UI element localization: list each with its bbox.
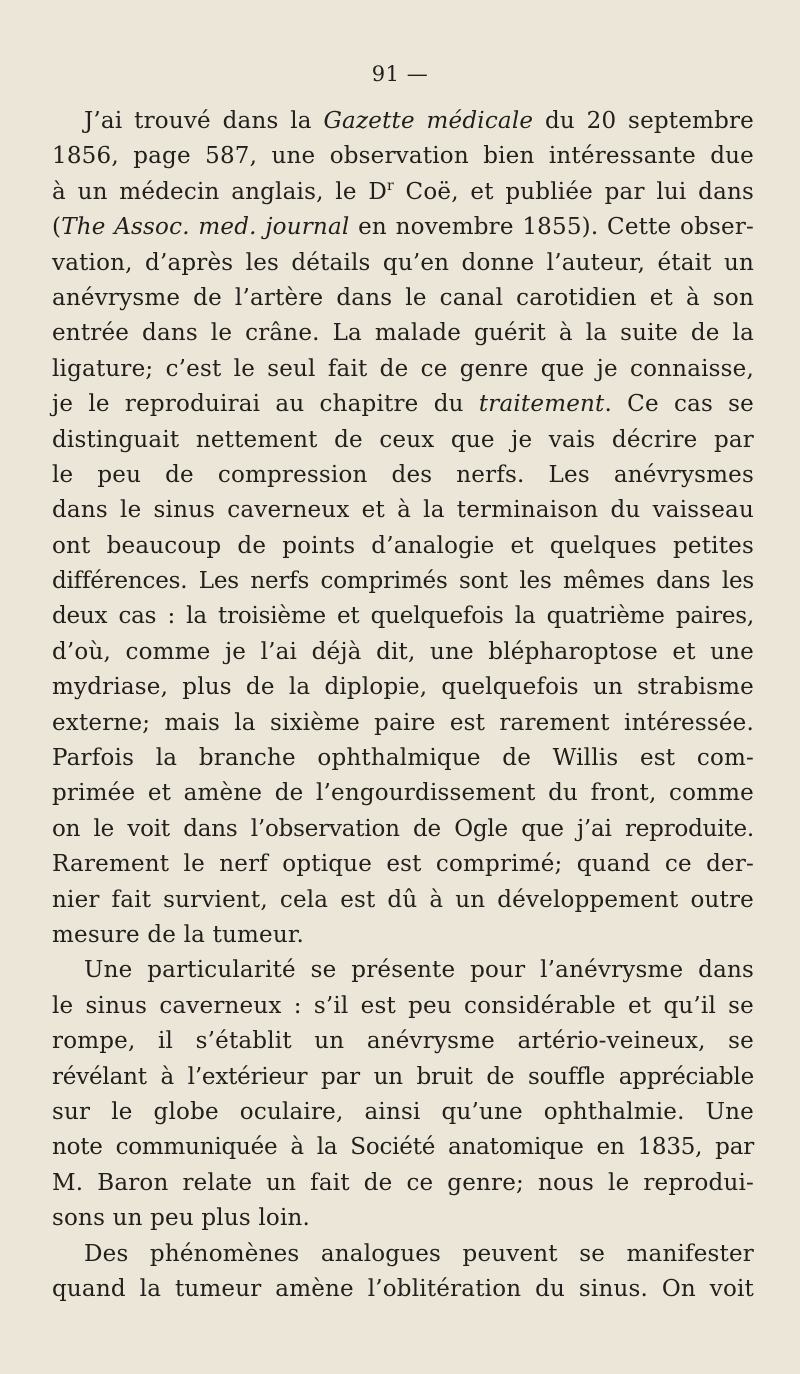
body-text [52,104,754,1307]
text-line-23: nier fait survient, cela est dû à un développement outre [52,886,754,913]
text-line-33: Des phénomènes analogues peuvent se manifester [84,1240,754,1267]
text-line-11: le peu de compression des nerfs. Les anévrysmes [52,461,754,488]
text-line-10: distinguait nettement de ceux que je vais décrire par [52,426,754,453]
text-line-25: Une particularité se présente pour l’anévrysme dans [84,957,754,984]
text-line-32: sons un peu plus loin. [52,1205,311,1232]
page-number: 91 — [371,62,429,86]
text-line-31: M. Baron relate un fait de ce genre; nous le reprodui- [52,1169,754,1196]
text-line-20: primée et amène de l’engourdissement du front, comme [52,780,754,807]
text-line-16: d’où, comme je l’ai déjà dit, une blépharoptose et une [52,638,754,665]
text-line-13: ont beaucoup de points d’analogie et quelques petites [52,532,754,559]
text-line-18: externe; mais la sixième paire est rarement intéressée. [52,709,754,736]
text-line-29: sur le globe oculaire, ainsi qu’une ophthalmie. Une [52,1098,754,1125]
text-line-28: révélant à l’extérieur par un bruit de souffle appréciable [52,1063,754,1090]
text-line-12: dans le sinus caverneux et à la terminaison du vaisseau [52,497,754,524]
text-line-8: ligature; c’est le seul fait de ce genre que je connaisse, [52,355,754,382]
text-line-17: mydriase, plus de la diplopie, quelquefois un strabisme [52,674,754,701]
text-line-6: anévrysme de l’artère dans le canal carotidien et à son [52,284,754,311]
text-line-21: on le voit dans l’observation de Ogle que j’ai reproduite. [52,815,754,842]
text-line-24: mesure de la tumeur. [52,921,305,948]
journal-title-assoc: The Assoc. med. journal [61,214,350,241]
text-line-9: je le reproduirai au chapitre du traitement. Ce cas se [52,391,754,418]
text-line-30: note communiquée à la Société anatomique en 1835, par [52,1134,754,1161]
chapter-reference: traitement [478,391,605,418]
text-line-5: vation, d’après les détails qu’en donne l’auteur, était un [52,249,754,276]
text-line-14: différences. Les nerfs comprimés sont les mêmes dans les [52,568,754,595]
text-line-26: le sinus caverneux : s’il est peu considérable et qu’il se [52,992,754,1019]
text-line-27: rompe, il s’établit un anévrysme artério-veineux, se [52,1028,754,1055]
text-line-19: Parfois la branche ophthalmique de Willis est com- [52,745,754,772]
journal-title-gazette: Gazette médicale [323,108,534,134]
text-line-7: entrée dans le crâne. La malade guérit à la suite de la [52,320,754,347]
superscript-r: r [386,177,394,194]
text-line-34: quand la tumeur amène l’oblitération du sinus. On voit [52,1275,754,1302]
text-line-15: deux cas : la troisième et quelquefois la quatrième paires, [52,603,754,630]
text-line-22: Rarement le nerf optique est comprimé; quand ce der- [52,851,754,878]
text-line-1: J’ai trouvé dans la Gazette médicale du 20 septembre [84,108,754,134]
text-line-3: à un médecin anglais, le $D^r$ Coë, et publiée par lui dans [52,177,754,205]
text-line-2: 1856, page 587, une observation bien intéressante due [52,143,754,170]
text-line-4: (The Assoc. med. journal en novembre 1855). Cette obser- [52,214,754,241]
